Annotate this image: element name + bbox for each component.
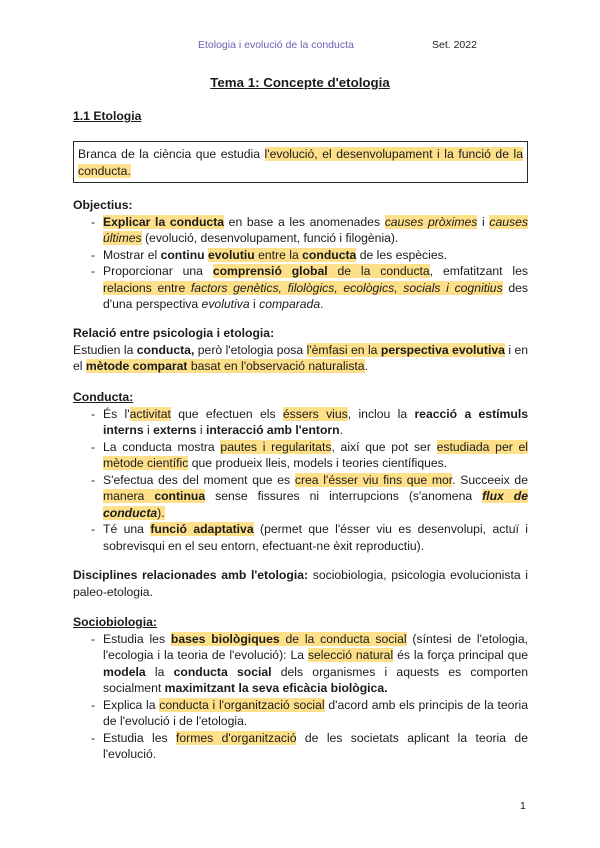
sociobiology-block <box>73 614 528 763</box>
relation-block <box>73 325 528 375</box>
relation-heading: Relació entre psicologia i etologia: <box>73 326 275 340</box>
list-item: - Estudia les formes d'organització de les societats aplicant la teoria de l'evolució. <box>73 730 528 763</box>
section-heading: 1.1 Etologia <box>73 109 142 123</box>
list-item: - Explica la conducta i l'organització social d'acord amb els principis de la teoria de l'evolució i de l'etologia. <box>73 697 528 730</box>
list-item: - Proporcionar una comprensió global de la conducta, emfatitzant les relacions entre factors genètics, filològics, ecològics, socials i cognitius des d'una perspectiva evolutiva i comparada. <box>73 263 528 313</box>
sociobiology-heading: Sociobiologia: <box>73 615 157 629</box>
list-item: - És l'activitat que efectuen els éssers vius, inclou la reacció a estímuls interns i externs i interacció amb l'entorn. <box>73 406 528 439</box>
header-title: Etologia i evolució de la conducta <box>198 39 354 51</box>
list-item: - Explicar la conducta en base a les anomenades causes pròximes i causes últimes (evolució, desenvolupament, funció i filogènia). <box>73 214 528 247</box>
list-item: - La conducta mostra pautes i regularitats, així que pot ser estudiada per el mètode científic que produeix lleis, models i teories científiques. <box>73 439 528 472</box>
behaviour-heading: Conducta: <box>73 390 134 404</box>
list-item: - S'efectua des del moment que es crea l'ésser viu fins que mor. Succeeix de manera continua sense fissures ni interrupcions (s'anomena flux de conducta). <box>73 472 528 522</box>
list-item: - Mostrar el continu evolutiu entre la conducta de les espècies. <box>73 247 528 264</box>
page-number: 1 <box>520 800 526 812</box>
list-item: - Té una funció adaptativa (permet que l'ésser viu es desenvolupi, actuï i sobrevisqui en el seu entorn, efectuant-ne èxit reproductiu). <box>73 521 528 554</box>
objectives-block <box>73 197 528 313</box>
disciplines-text: Disciplines relacionades amb l'etologia: sociobiologia, psicologia evolucionista i paleo-etologia. <box>73 568 528 599</box>
document-title: Tema 1: Concepte d'etologia <box>210 75 390 90</box>
list-item: - Estudia les bases biològiques de la conducta social (síntesi de l'etologia, l'ecologia i la teoria de l'evolució): La selecció natural és la força principal que modela la conducta social dels organismes i aquests es comporten socialment maximitzant la seva eficàcia biològica. <box>73 631 528 697</box>
definition-box: Branca de la ciència que estudia l'evolució, el desenvolupament i la funció de la conducta. <box>73 141 528 183</box>
objectives-heading: Objectius: <box>73 198 133 212</box>
behaviour-block <box>73 389 528 554</box>
header-date: Set. 2022 <box>432 39 477 51</box>
relation-text: Estudien la conducta, però l'etologia posa l'èmfasi en la perspectiva evolutiva i en el mètode comparat basat en l'observació naturalista. <box>73 342 529 373</box>
